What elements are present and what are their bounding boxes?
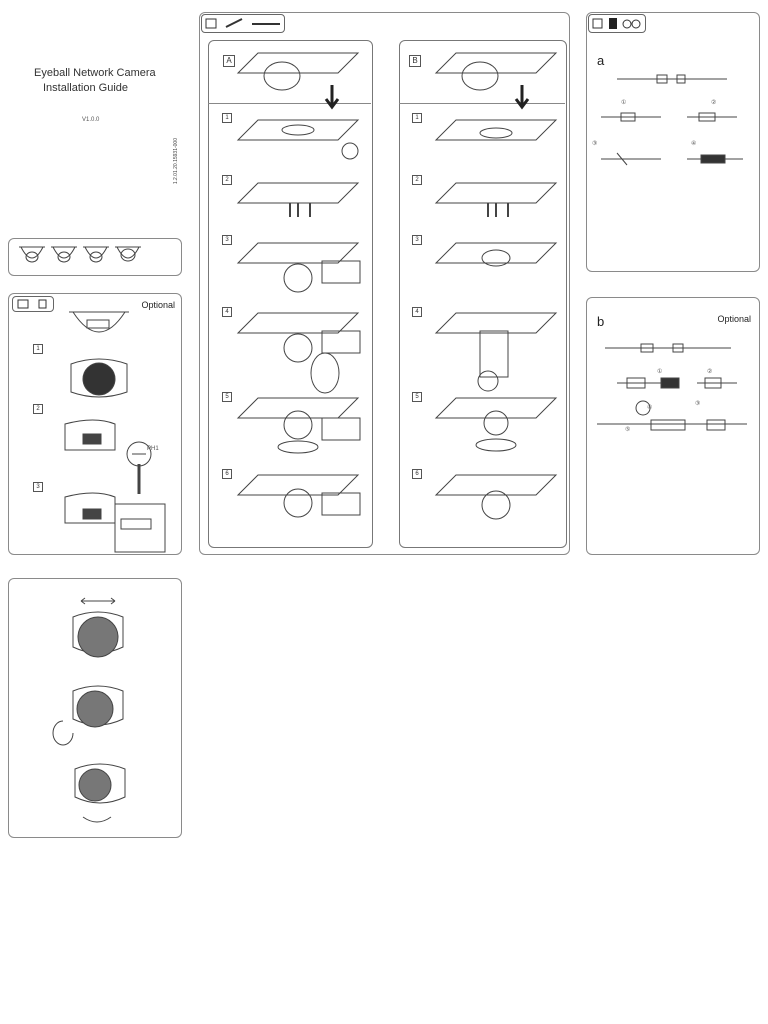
optional-label: Optional [141,300,175,310]
angle-adjust-panel [8,578,182,838]
b-step-circle-5: ⑤ [625,427,631,433]
b-step-1: 1 [412,113,422,123]
b-step-6: 6 [412,469,422,479]
lens-steps-illustration [9,304,179,554]
mounting-illustrations [200,13,569,554]
part-number: 1.2.01.20.15931-000 [173,138,179,185]
a-step-circle-2: ② [711,100,717,106]
camera-models-panel [8,238,182,276]
tool-label: PH1 [147,446,159,452]
guide-title-line1: Eyeball Network Camera [34,67,156,79]
b-step-circle-3: ③ [695,401,701,407]
version-label: V1.0.0 [82,117,100,123]
a-step-1: 1 [222,113,232,123]
a-step-circle-3: ③ [592,141,598,147]
lens-adjust-panel [8,293,182,555]
cable-panel-a [586,12,760,272]
cable-b-illustration [587,298,757,498]
cable-a-illustration [587,13,757,213]
b-step-3: 3 [412,235,422,245]
camera-models-illustration [9,239,179,275]
a-step-circle-1: ① [621,100,627,106]
cable-panel-b [586,297,760,555]
b-step-circle-4: ④ [647,405,653,411]
rotation-illustration [9,579,179,837]
b-step-5: 5 [412,392,422,402]
a-step-2: 2 [222,175,232,185]
a-step-6: 6 [222,469,232,479]
variant-a-label: A [223,55,235,67]
b-step-2: 2 [412,175,422,185]
b-step-circle-2: ② [707,369,713,375]
a-step-4: 4 [222,307,232,317]
variant-b-label: B [409,55,421,67]
section-a-letter: a [597,53,605,68]
optional-label-b: Optional [717,314,751,324]
lens-step-1: 1 [33,344,43,354]
lens-step-2: 2 [33,404,43,414]
b-step-circle-1: ① [657,369,663,375]
a-step-circle-4: ④ [691,141,697,147]
a-step-3: 3 [222,235,232,245]
a-step-5: 5 [222,392,232,402]
lens-step-3: 3 [33,482,43,492]
section-b-letter: b [597,314,605,329]
guide-title-line2: Installation Guide [43,82,128,94]
b-step-4: 4 [412,307,422,317]
mounting-panel [199,12,570,555]
